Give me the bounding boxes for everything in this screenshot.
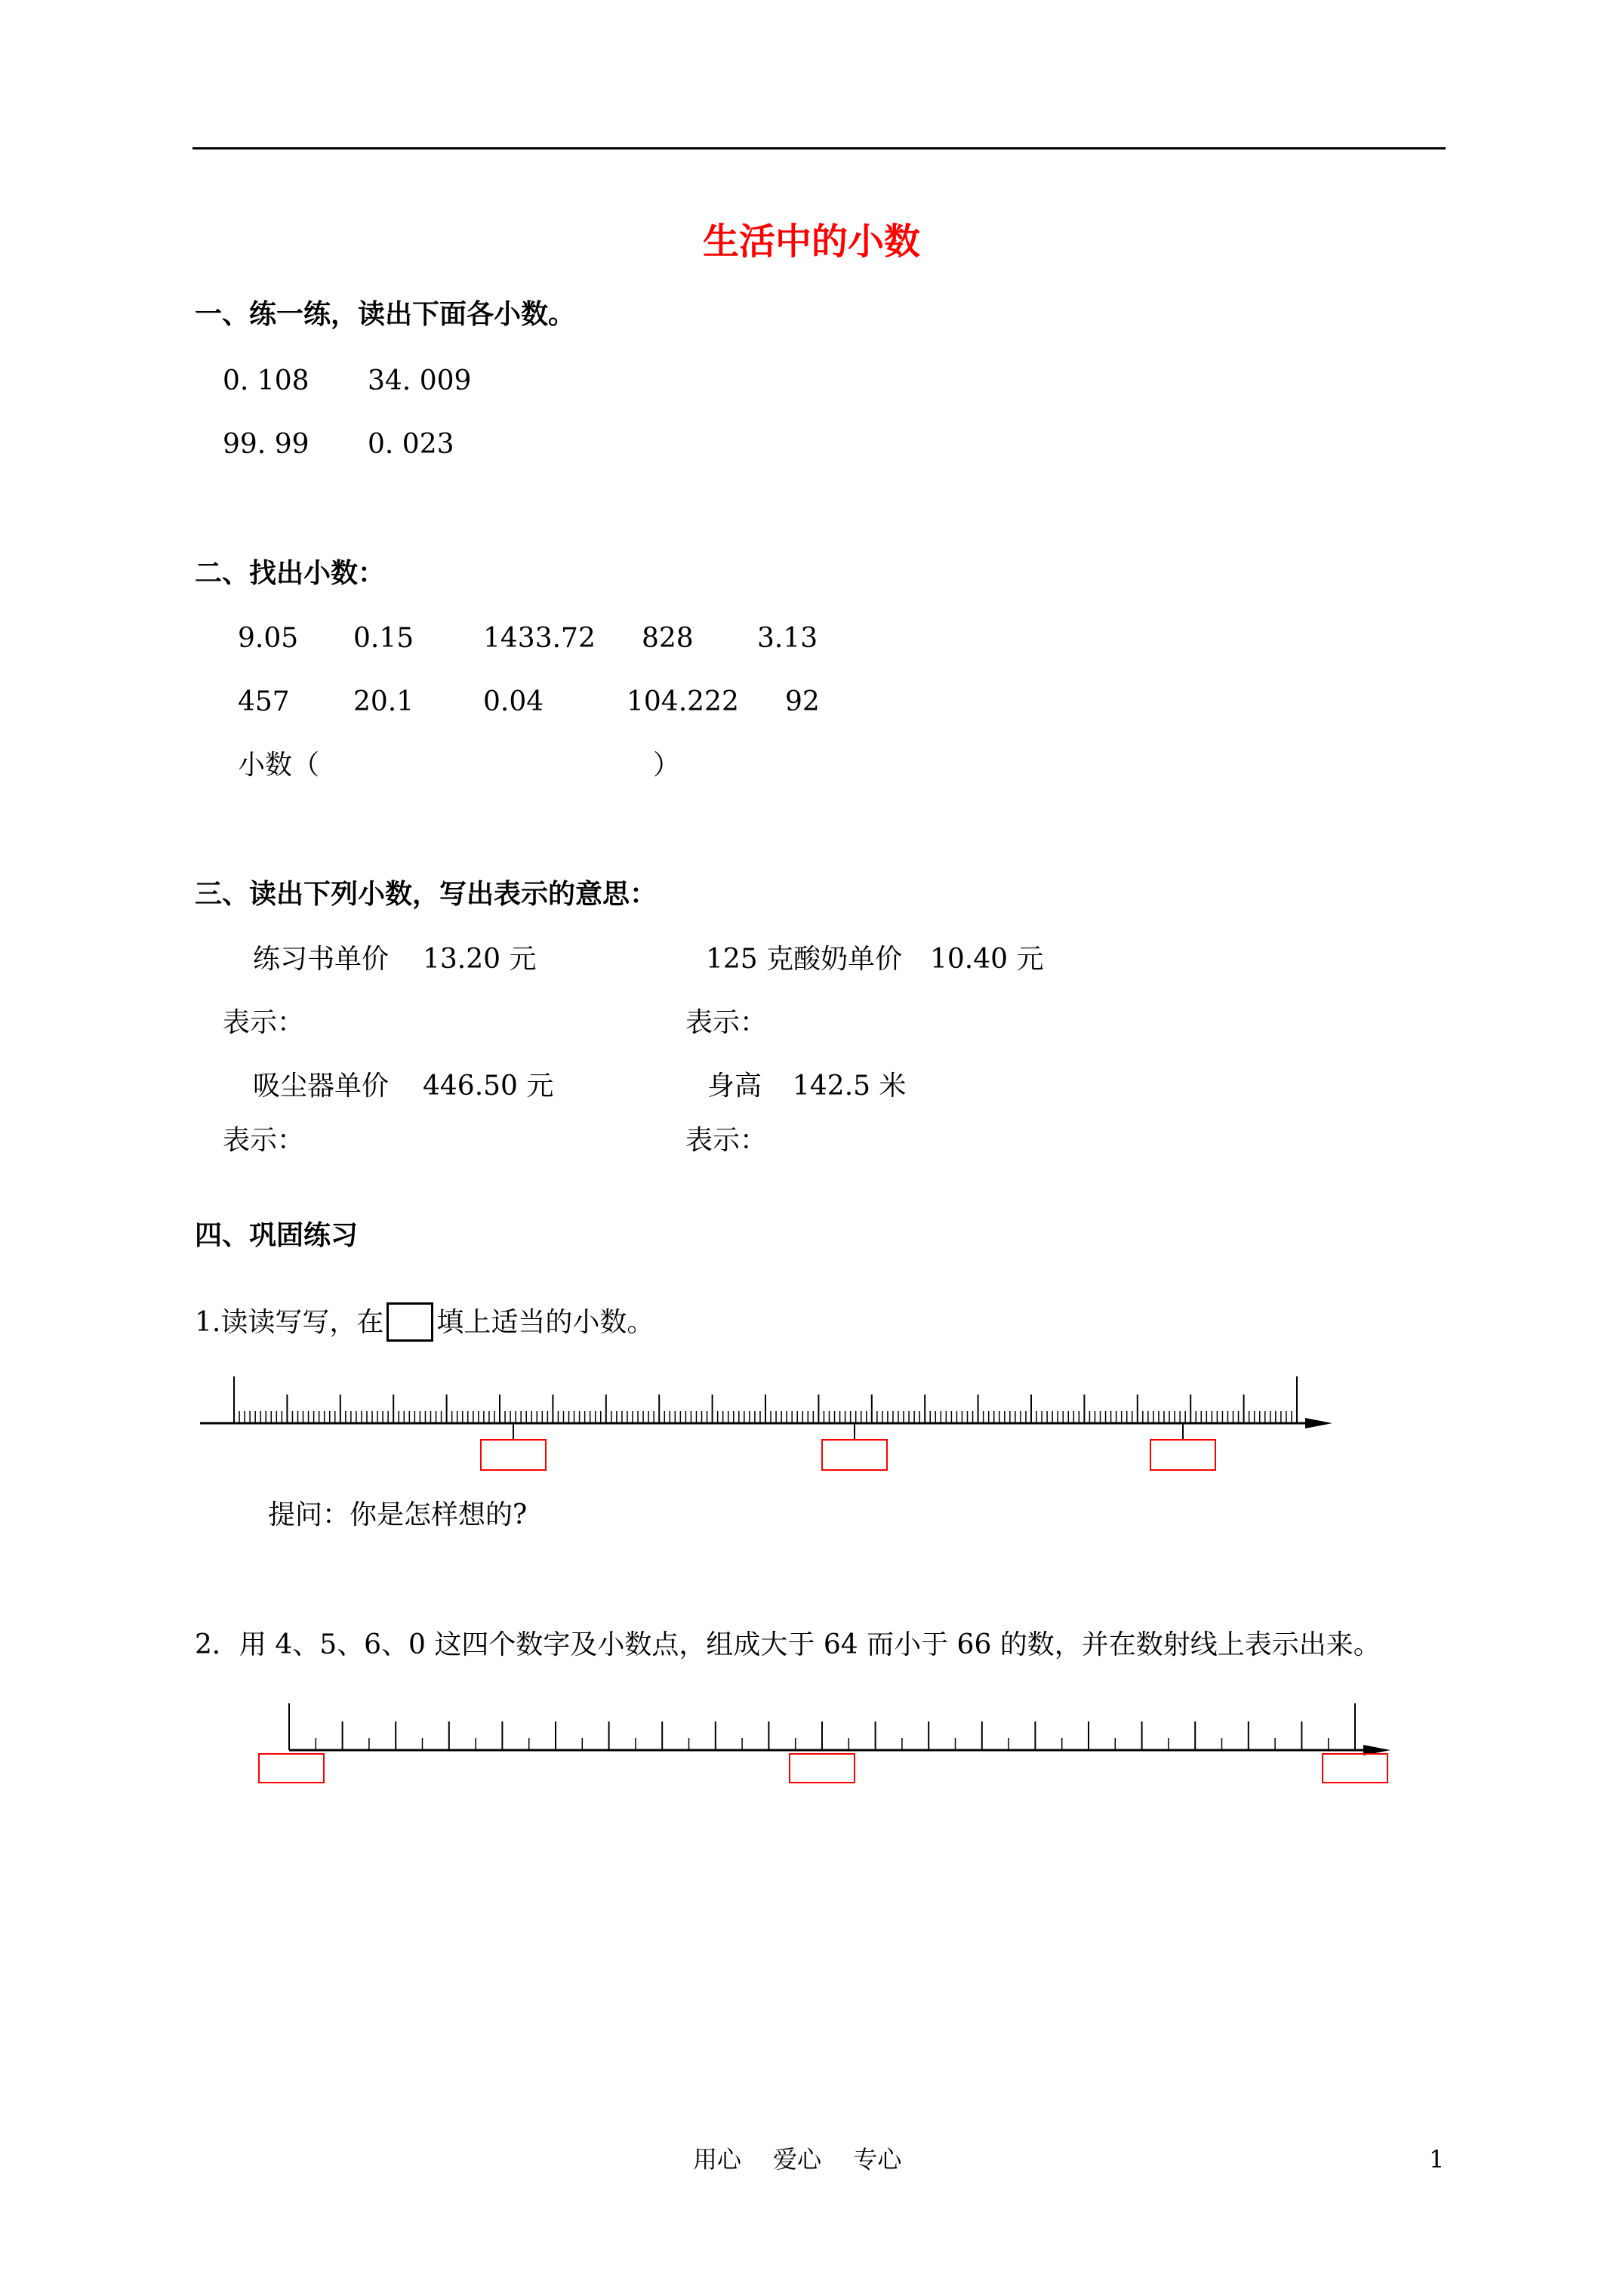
number-item: 1433.72: [483, 623, 596, 654]
number-item: 0.15: [353, 623, 414, 654]
item-label: 身高: [707, 1071, 762, 1102]
item-label: 吸尘器单价: [253, 1071, 390, 1102]
footer-motto: 用心 爱心 专心: [693, 2145, 902, 2174]
number-item: 0.04: [483, 686, 544, 717]
item-value: 142.5 米: [793, 1071, 907, 1102]
item-label: 125 克酸奶单价: [706, 944, 903, 975]
question-1-prompt: 提问：你是怎样想的?: [268, 1499, 528, 1530]
number-item: 3.13: [757, 623, 818, 654]
answer-box: [790, 1754, 855, 1783]
number-item: 9.05: [238, 623, 299, 654]
express-label: 表示：: [685, 1125, 768, 1156]
question-1-prefix: 1.读读写写，在: [195, 1307, 384, 1338]
decimal-answer-close: ）: [653, 750, 681, 781]
section1-heading: 一、练一练，读出下面各小数。: [195, 299, 576, 330]
decimal-item: 34. 009: [368, 365, 472, 396]
answer-box: [481, 1440, 546, 1470]
page-number: 1: [1429, 2145, 1445, 2174]
section4-heading: 四、巩固练习: [195, 1220, 359, 1251]
section3-heading: 三、读出下列小数，写出表示的意思：: [195, 879, 658, 910]
section2-heading: 二、找出小数：: [195, 558, 386, 589]
express-label: 表示：: [223, 1007, 305, 1038]
decimal-item: 0. 108: [223, 365, 310, 396]
answer-box: [1323, 1754, 1387, 1783]
number-item: 20.1: [353, 686, 414, 717]
item-value: 10.40 元: [930, 944, 1044, 975]
number-item: 828: [642, 623, 694, 654]
express-label: 表示：: [223, 1125, 305, 1156]
page-title: 生活中的小数: [702, 220, 920, 263]
number-item: 92: [785, 686, 820, 717]
number-item: 457: [238, 686, 290, 717]
item-value: 13.20 元: [423, 944, 537, 975]
arrow-head: [1305, 1418, 1332, 1428]
answer-box: [1150, 1440, 1215, 1470]
decimal-item: 99. 99: [223, 429, 310, 460]
number-item: 104.222: [627, 686, 739, 717]
question-1-suffix: 填上适当的小数。: [436, 1307, 654, 1338]
decimal-item: 0. 023: [368, 429, 454, 460]
express-label: 表示：: [685, 1007, 768, 1038]
answer-box: [259, 1754, 324, 1783]
answer-box: [822, 1440, 887, 1470]
item-label: 练习书单价: [253, 944, 390, 975]
question-2: 2．用 4、5、6、0 这四个数字及小数点，组成大于 64 而小于 66 的数，并在数射线上表示出来。: [195, 1629, 1381, 1660]
item-value: 446.50 元: [423, 1071, 554, 1102]
decimal-answer-label: 小数（: [238, 750, 320, 781]
